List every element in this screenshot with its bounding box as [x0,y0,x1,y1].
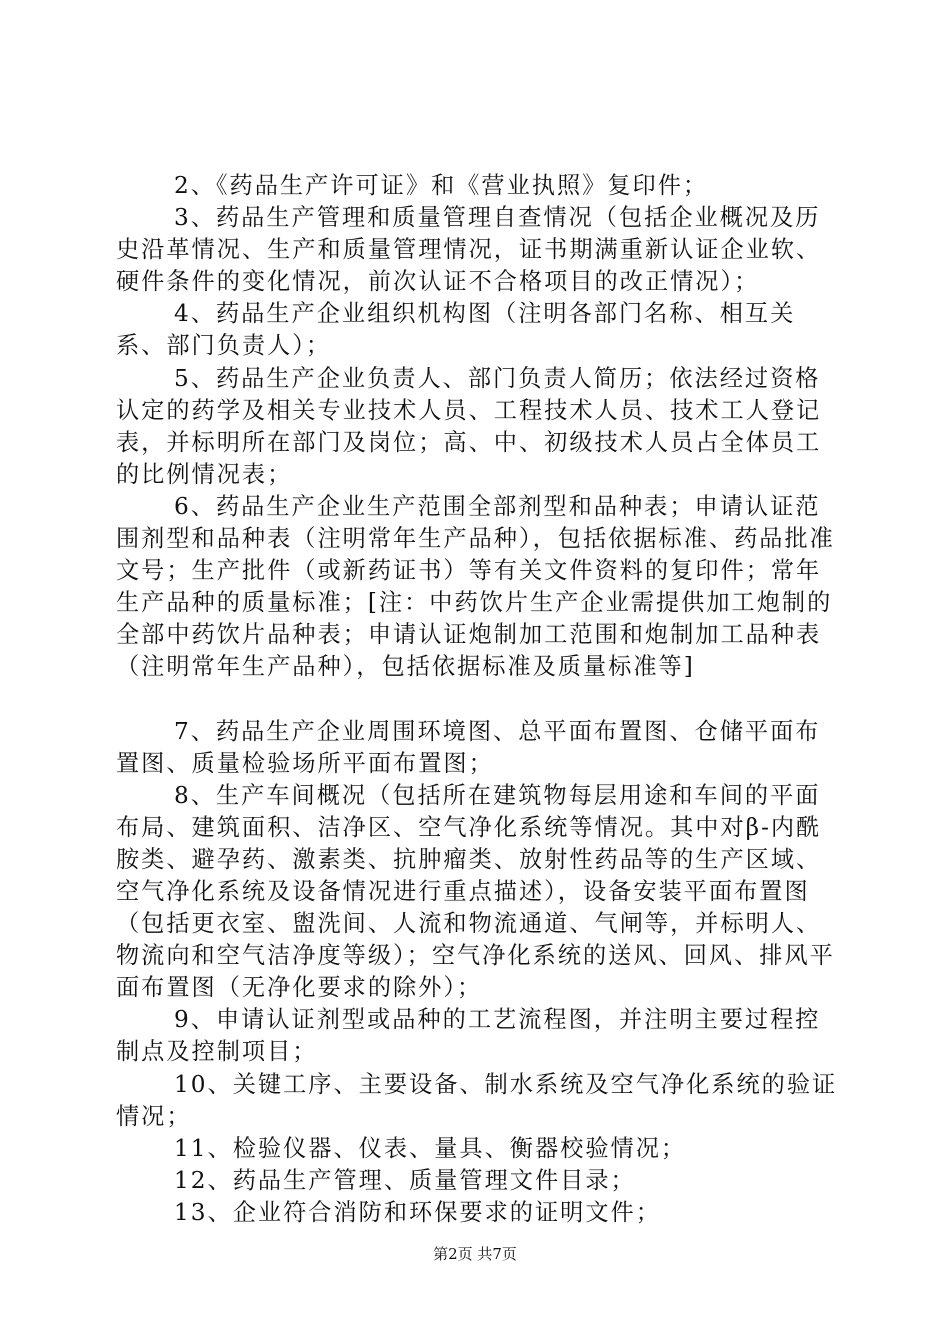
list-item: 6、药品生产企业生产范围全部剂型和品种表；申请认证范围剂型和品种表（注明常年生产品种），包括依据标准、药品批准文号；生产批件（或新药证书）等有关文件资料的复印件；常年生产品种的质量标准；[注：中药饮片生产企业需提供加工炮制的全部中药饮片品种表；申请认证炮制加工范围和炮制加工品种表（注明常年生产品种），包括依据标准及质量标准等] [116,492,835,681]
list-item: 5、药品生产企业负责人、部门负责人简历；依法经过资格认定的药学及相关专业技术人员、工程技术人员、技术工人登记表，并标明所在部门及岗位；高、中、初级技术人员占全体员工的比例情况表； [116,364,822,488]
document-body [116,170,838,1229]
list-item: 4、药品生产企业组织机构图（注明各部门名称、相互关系、部门负责人）； [116,300,796,360]
list-item: 11、检验仪器、仪表、量具、衡器校验情况； [174,1134,687,1162]
list-item: 10、关键工序、主要设备、制水系统及空气净化系统的验证情况； [116,1070,838,1130]
list-item: 3、药品生产管理和质量管理自查情况（包括企业概况及历史沿革情况、生产和质量管理情况，证书期满重新认证企业软、硬件条件的变化情况，前次认证不合格项目的改正情况）； [116,204,822,296]
list-item: 7、药品生产企业周围环境图、总平面布置图、仓储平面布置图、质量检验场所平面布置图； [116,717,821,777]
page-number-footer: 第2页 共7页 [433,1245,517,1263]
list-item: 8、生产车间概况（包括所在建筑物每层用途和车间的平面布局、建筑面积、洁净区、空气净化系统等情况。其中对β-内酰胺类、避孕药、激素类、抗肿瘤类、放射性药品等的生产区域、空气净化系统及设备情况进行重点描述），设备安装平面布置图（包括更衣室、盥洗间、人流和物流通道、气闸等，并标明人、物流向和空气洁净度等级）；空气净化系统的送风、回风、排风平面布置图（无净化要求的除外）； [116,781,835,1002]
list-item: 9、申请认证剂型或品种的工艺流程图，并注明主要过程控制点及控制项目； [116,1006,821,1066]
list-item: 13、企业符合消防和环保要求的证明文件； [174,1198,661,1226]
list-item: 2、《药品生产许可证》和《营业执照》复印件； [174,172,709,199]
list-item: 12、药品生产管理、质量管理文件目录； [174,1166,636,1194]
